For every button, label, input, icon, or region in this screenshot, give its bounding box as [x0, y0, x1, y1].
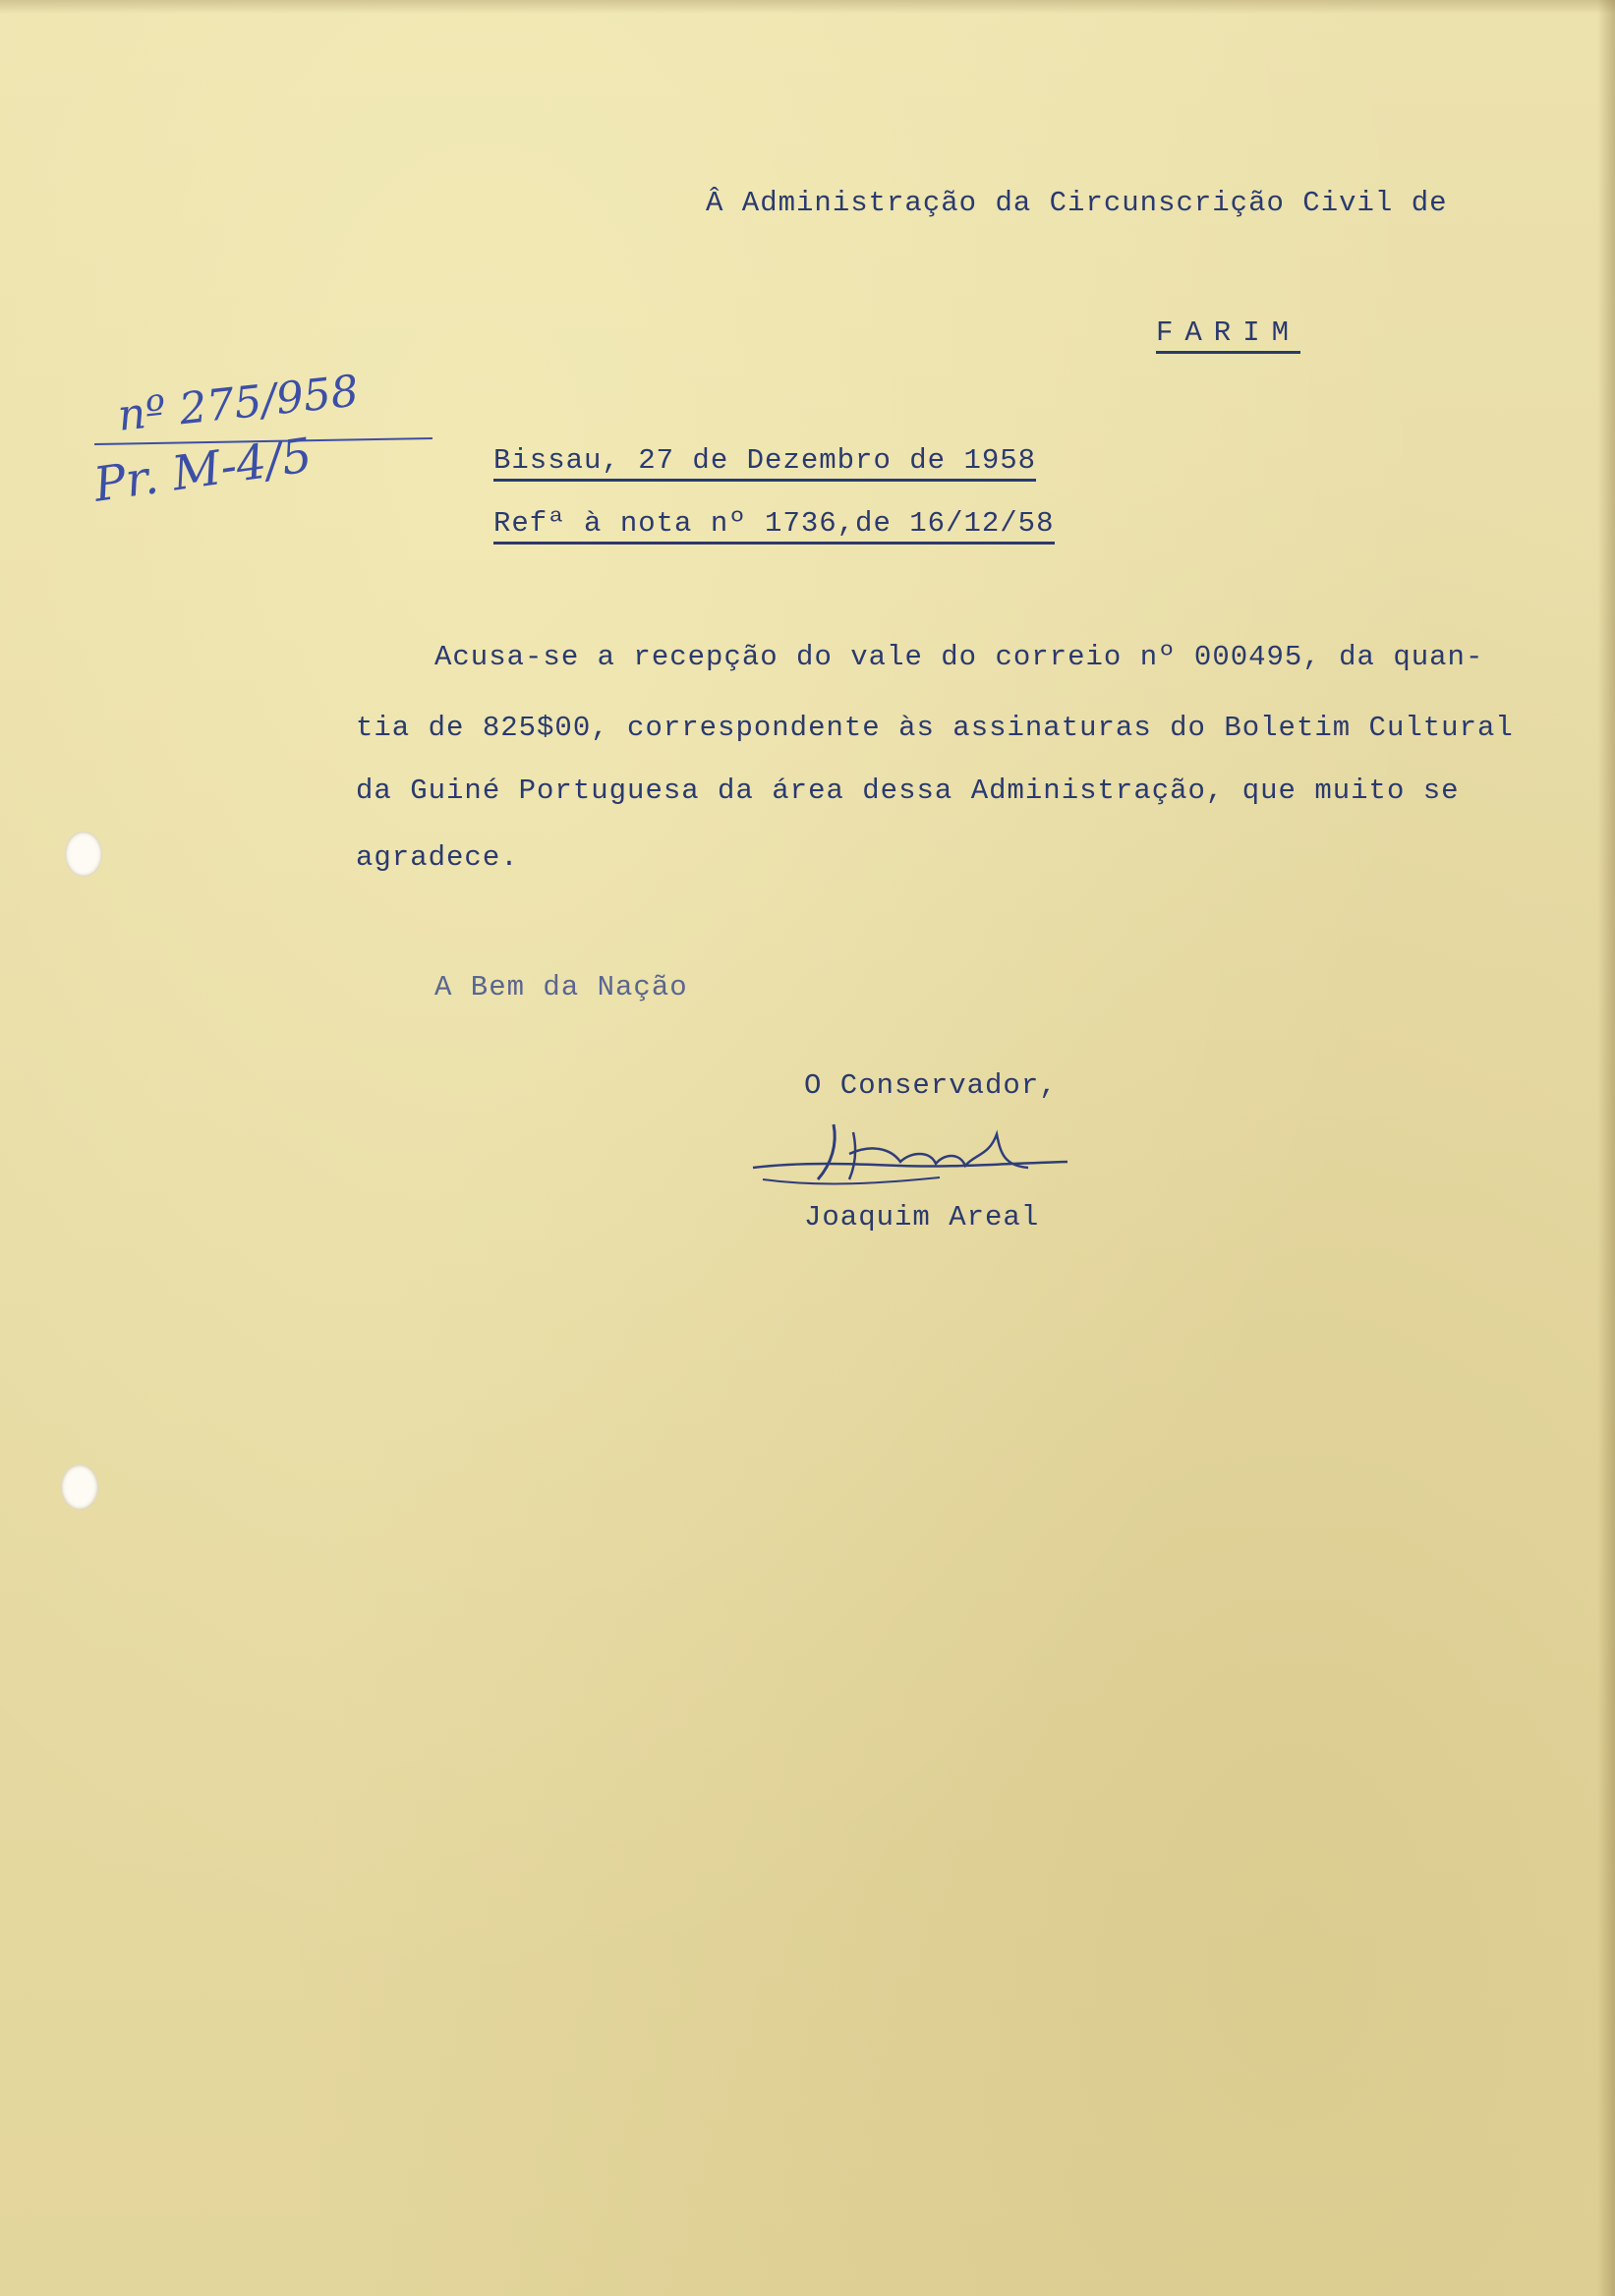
handwritten-process-code: Pr. M-4/5 [90, 428, 316, 513]
closing-salutation: A Bem da Nação [434, 971, 688, 1004]
reference-line: Refª à nota nº 1736,de 16/12/58 [493, 507, 1055, 545]
body-line-1: Acusa-se a recepção do vale do correio nº 000495, da quan- [434, 641, 1484, 673]
signature-mark [743, 1105, 1077, 1203]
date-line: Bissau, 27 de Dezembro de 1958 [493, 444, 1036, 482]
punch-hole-bottom [61, 1464, 98, 1510]
paper-right-shadow [1597, 0, 1615, 2296]
signer-title: O Conservador, [804, 1069, 1058, 1102]
paper-top-shadow [0, 0, 1615, 14]
body-line-4: agradece. [356, 841, 519, 874]
handwritten-entry-number: nº 275/958 [115, 366, 362, 441]
signer-name: Joaquim Areal [804, 1201, 1040, 1234]
addressee-city: FARIM [1156, 316, 1300, 354]
punch-hole-top [65, 832, 102, 877]
body-line-2: tia de 825$00, correspondente às assinaturas do Boletim Cultural [356, 712, 1514, 744]
addressee-line: Â Administração da Circunscrição Civil de [706, 187, 1448, 219]
body-line-3: da Guiné Portuguesa da área dessa Administração, que muito se [356, 775, 1460, 807]
